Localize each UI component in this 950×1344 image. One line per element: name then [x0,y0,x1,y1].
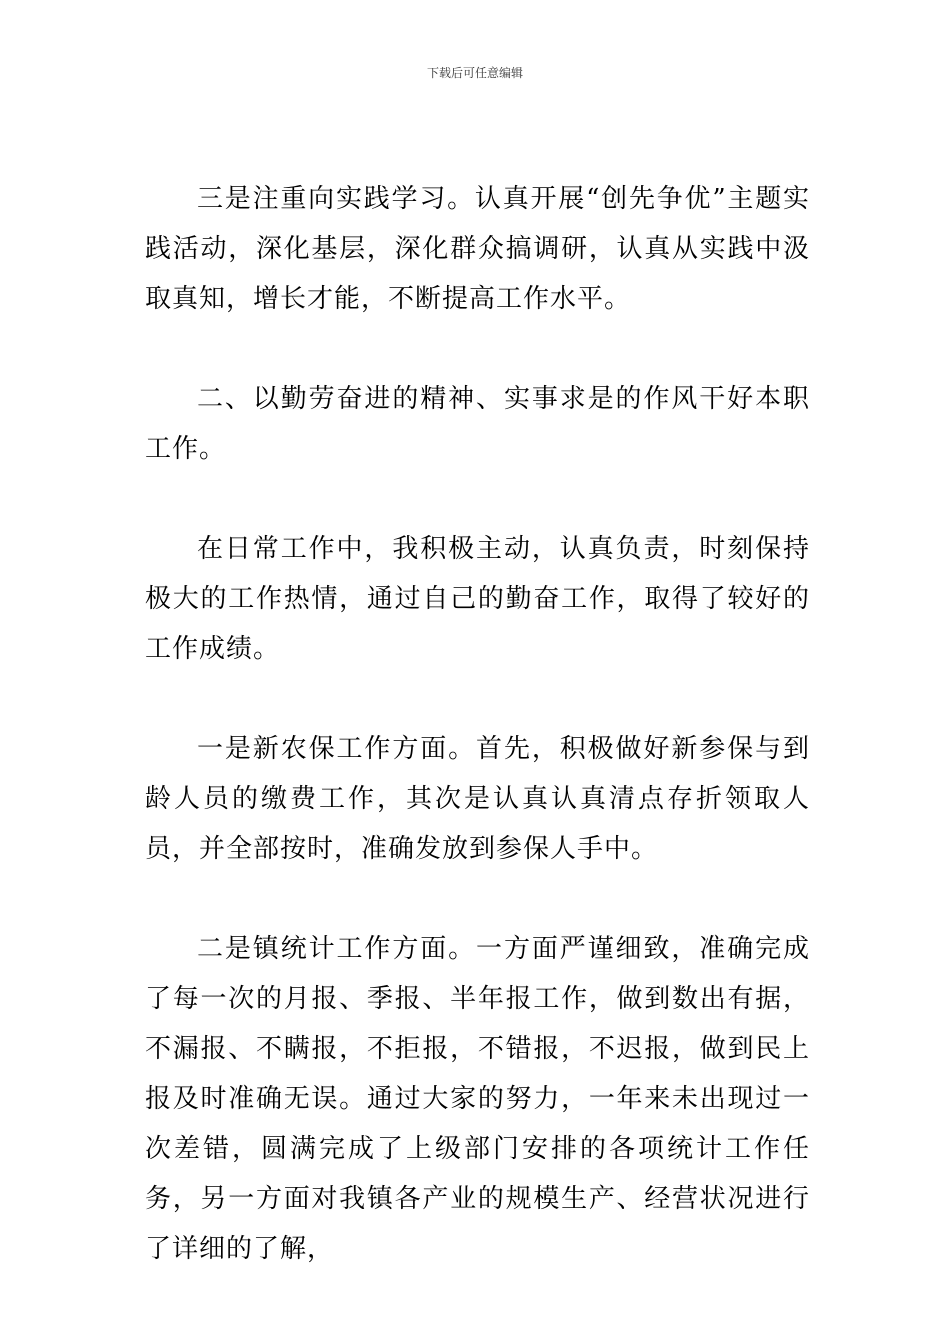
page-header-note: 下载后可任意编辑 [426,66,523,80]
paragraph-rural-pension: 一是新农保工作方面。首先，积极做好新参保与到龄人员的缴费工作，其次是认真认真清点存折领取人员，并全部按时，准确发放到参保人手中。 [145,734,810,864]
paragraph-daily-work: 在日常工作中，我积极主动，认真负责，时刻保持极大的工作热情，通过自己的勤奋工作，取得了较好的工作成绩。 [145,534,810,664]
paragraph-statistics-work: 二是镇统计工作方面。一方面严谨细致，准确完成了每一次的月报、季报、半年报工作，做到数出有据，不漏报、不瞒报，不拒报，不错报，不迟报，做到民上报及时准确无误。通过大家的努力，一年来未出现过一次差错，圆满完成了上级部门安排的各项统计工作任务，另一方面对我镇各产业的规模生产、经营状况进行了详细的了解， [145,934,810,1264]
document-body [145,174,810,1324]
paragraph-section-heading-two: 二、以勤劳奋进的精神、实事求是的作风干好本职工作。 [145,384,810,464]
paragraph-practice-learning: 三是注重向实践学习。认真开展“创先争优”主题实践活动，深化基层，深化群众搞调研，认真从实践中汲取真知，增长才能，不断提高工作水平。 [145,184,810,314]
